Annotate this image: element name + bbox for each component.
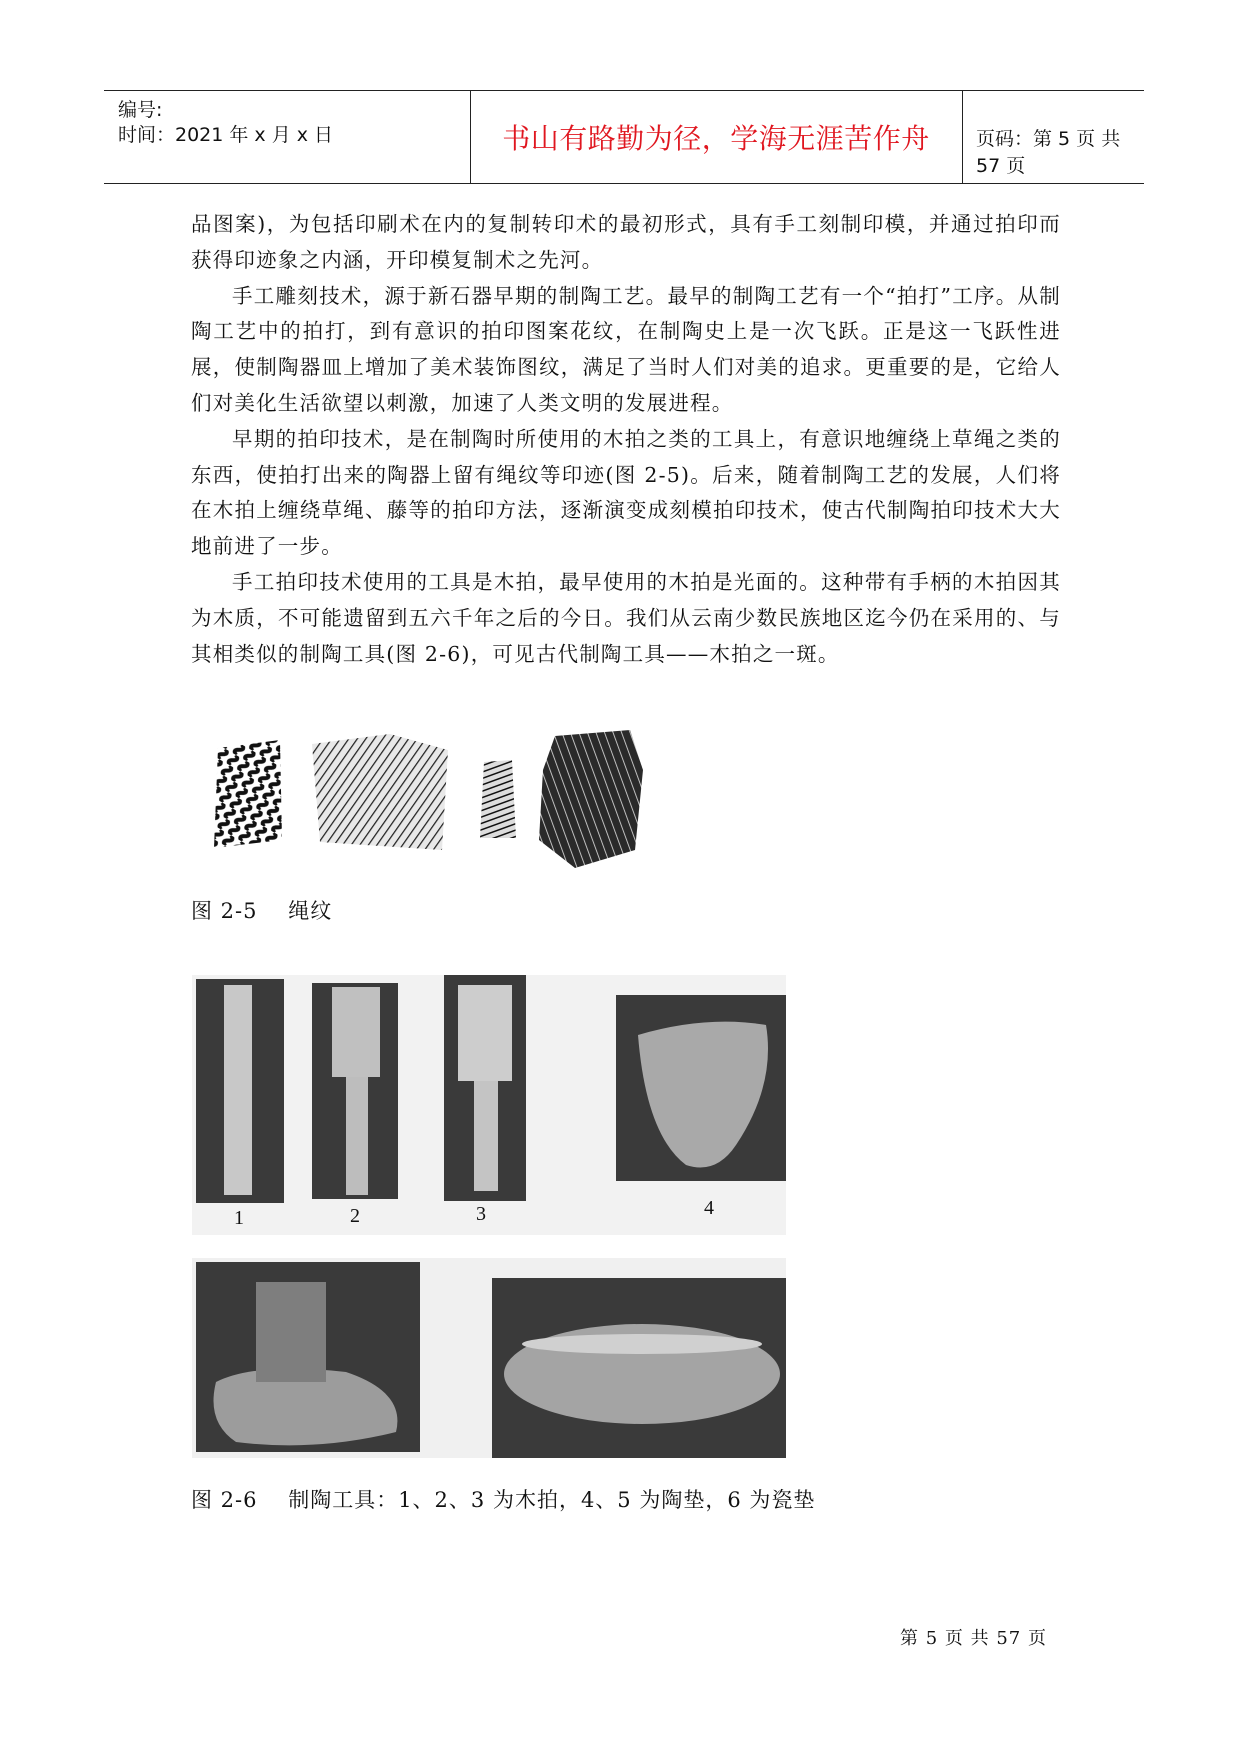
rope-shard-image <box>535 730 645 870</box>
tools-top-row <box>192 975 786 1235</box>
header-page-label: 页码：第 5 页 共 57 页 <box>976 128 1121 177</box>
rope-shard-image <box>478 760 518 840</box>
wooden-paddle-photo <box>312 983 398 1199</box>
header-motto: 书山有路勤为径，学海无涯苦作舟 <box>502 122 930 155</box>
rope-shard-image <box>210 740 285 850</box>
porcelain-anvil-photo <box>492 1278 786 1458</box>
figure-2-6-caption: 图 2-6 制陶工具：1、2、3 为木拍，4、5 为陶垫，6 为瓷垫 <box>191 1488 816 1512</box>
pottery-anvil-photo <box>616 995 786 1181</box>
wooden-paddle-photo <box>196 979 284 1203</box>
anvil-shape <box>196 1262 420 1452</box>
body-text <box>191 207 1061 672</box>
header-meta <box>118 91 470 183</box>
paragraph: 品图案)，为包括印刷术在内的复制转印术的最初形式，具有手工刻制印模，并通过拍印而获得印迹象之内涵，开印模复制术之先河。 <box>191 212 1061 272</box>
tool-label: 4 <box>704 1197 714 1219</box>
paragraph: 早期的拍印技术，是在制陶时所使用的木拍之类的工具上，有意识地缠绕上草绳之类的东西，使拍打出来的陶器上留有绳纹等印迹(图 2-5)。后来，随着制陶工艺的发展，人们将在木拍上缠绕草绳、藤等的拍印方法，逐渐演变成刻模拍印技术，使古代制陶拍印技术大大地前进了一步。 <box>191 426 1061 559</box>
footer-page-number: 第 5 页 共 57 页 <box>900 1628 1047 1649</box>
paragraph: 手工拍印技术使用的工具是木拍，最早使用的木拍是光面的。这种带有手柄的木拍因其为木质，不可能遗留到五六千年之后的今日。我们从云南少数民族地区迄今仍在采用的、与其相类似的制陶工具(图 2-6)，可见古代制陶工具——木拍之一斑。 <box>191 569 1061 666</box>
figure-rope-pattern <box>200 730 660 870</box>
rope-shard-image <box>310 732 450 852</box>
header-divider <box>962 91 963 183</box>
time-label: 时间：2021 年 x 月 x 日 <box>118 124 334 146</box>
tool-label: 1 <box>234 1207 244 1229</box>
page-header <box>104 90 1144 184</box>
anvil-shape <box>616 995 786 1181</box>
tools-bottom-row <box>192 1258 786 1458</box>
pottery-anvil-photo <box>196 1262 420 1452</box>
number-label: 编号: <box>118 99 163 121</box>
wooden-paddle-photo <box>444 975 526 1201</box>
figure-2-5-caption: 图 2-5 绳纹 <box>191 899 333 923</box>
tool-label: 2 <box>350 1205 360 1227</box>
paragraph: 手工雕刻技术，源于新石器早期的制陶工艺。最早的制陶工艺有一个“拍打”工序。从制陶工艺中的拍打，到有意识的拍印图案花纹，在制陶史上是一次飞跃。正是这一飞跃性进展，使制陶器皿上增加了美术装饰图纹，满足了当时人们对美的追求。更重要的是，它给人们对美化生活欲望以刺激，加速了人类文明的发展进程。 <box>191 283 1061 415</box>
tool-label: 3 <box>476 1203 486 1225</box>
anvil-shape <box>492 1278 786 1458</box>
